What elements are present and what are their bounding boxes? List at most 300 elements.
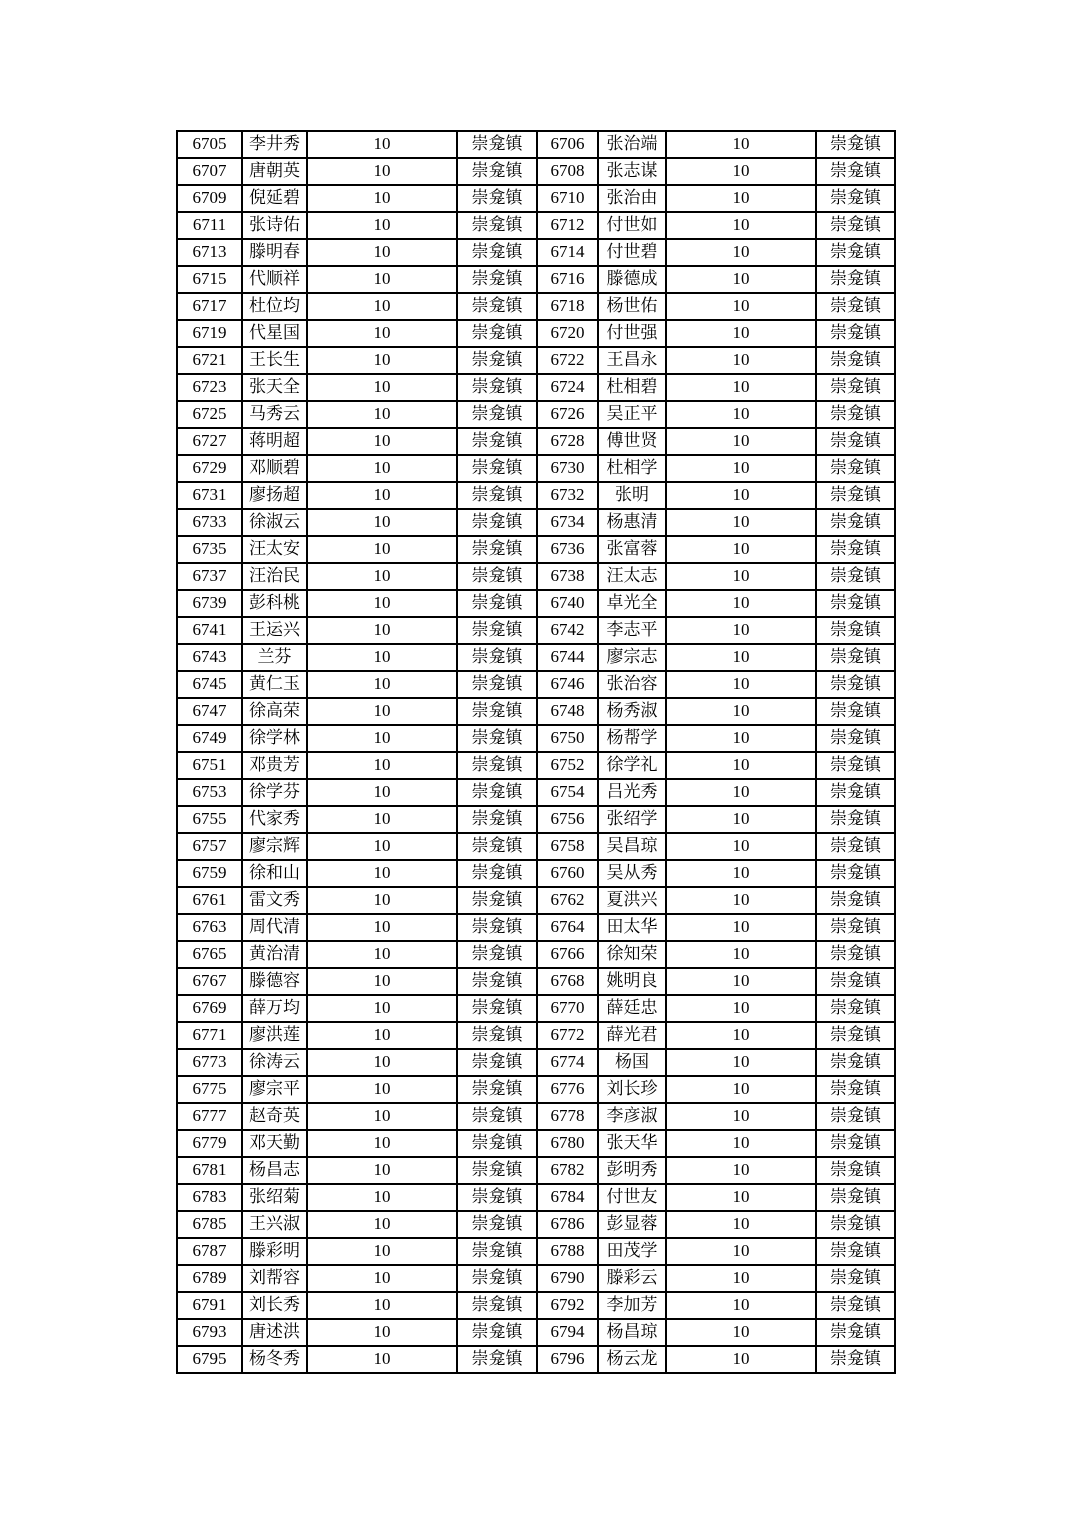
amount-cell: 10 bbox=[666, 1238, 816, 1265]
amount-cell: 10 bbox=[666, 293, 816, 320]
serial-cell: 6787 bbox=[177, 1238, 242, 1265]
name-cell: 卓光全 bbox=[598, 590, 666, 617]
town-cell: 崇龛镇 bbox=[457, 1211, 537, 1238]
amount-cell: 10 bbox=[307, 266, 457, 293]
town-cell: 崇龛镇 bbox=[457, 725, 537, 752]
amount-cell: 10 bbox=[307, 1076, 457, 1103]
amount-cell: 10 bbox=[666, 266, 816, 293]
amount-cell: 10 bbox=[307, 914, 457, 941]
town-cell: 崇龛镇 bbox=[457, 536, 537, 563]
table-row bbox=[177, 1238, 895, 1265]
amount-cell: 10 bbox=[666, 455, 816, 482]
serial-cell: 6755 bbox=[177, 806, 242, 833]
town-cell: 崇龛镇 bbox=[816, 131, 895, 158]
serial-cell: 6757 bbox=[177, 833, 242, 860]
town-cell: 崇龛镇 bbox=[457, 482, 537, 509]
serial-cell: 6737 bbox=[177, 563, 242, 590]
serial-cell: 6722 bbox=[537, 347, 598, 374]
table-row bbox=[177, 509, 895, 536]
town-cell: 崇龛镇 bbox=[816, 887, 895, 914]
table-row bbox=[177, 401, 895, 428]
name-cell: 薛万均 bbox=[242, 995, 307, 1022]
name-cell: 吴昌琼 bbox=[598, 833, 666, 860]
name-cell: 杨昌琼 bbox=[598, 1319, 666, 1346]
table-row bbox=[177, 266, 895, 293]
name-cell: 吕光秀 bbox=[598, 779, 666, 806]
town-cell: 崇龛镇 bbox=[816, 1157, 895, 1184]
serial-cell: 6729 bbox=[177, 455, 242, 482]
amount-cell: 10 bbox=[307, 860, 457, 887]
serial-cell: 6716 bbox=[537, 266, 598, 293]
name-cell: 滕德容 bbox=[242, 968, 307, 995]
table-row bbox=[177, 1130, 895, 1157]
serial-cell: 6745 bbox=[177, 671, 242, 698]
town-cell: 崇龛镇 bbox=[457, 563, 537, 590]
name-cell: 廖宗辉 bbox=[242, 833, 307, 860]
town-cell: 崇龛镇 bbox=[816, 617, 895, 644]
town-cell: 崇龛镇 bbox=[816, 698, 895, 725]
serial-cell: 6778 bbox=[537, 1103, 598, 1130]
amount-cell: 10 bbox=[666, 617, 816, 644]
town-cell: 崇龛镇 bbox=[457, 1049, 537, 1076]
amount-cell: 10 bbox=[307, 995, 457, 1022]
town-cell: 崇龛镇 bbox=[816, 1049, 895, 1076]
serial-cell: 6721 bbox=[177, 347, 242, 374]
town-cell: 崇龛镇 bbox=[816, 671, 895, 698]
town-cell: 崇龛镇 bbox=[457, 1265, 537, 1292]
town-cell: 崇龛镇 bbox=[457, 320, 537, 347]
name-cell: 邓天勤 bbox=[242, 1130, 307, 1157]
serial-cell: 6761 bbox=[177, 887, 242, 914]
town-cell: 崇龛镇 bbox=[457, 1130, 537, 1157]
amount-cell: 10 bbox=[666, 752, 816, 779]
amount-cell: 10 bbox=[666, 968, 816, 995]
name-cell: 黄治清 bbox=[242, 941, 307, 968]
town-cell: 崇龛镇 bbox=[457, 671, 537, 698]
name-cell: 张志谋 bbox=[598, 158, 666, 185]
town-cell: 崇龛镇 bbox=[457, 158, 537, 185]
amount-cell: 10 bbox=[307, 536, 457, 563]
serial-cell: 6707 bbox=[177, 158, 242, 185]
table-row bbox=[177, 833, 895, 860]
table-row bbox=[177, 1022, 895, 1049]
table-row bbox=[177, 536, 895, 563]
serial-cell: 6741 bbox=[177, 617, 242, 644]
table-row bbox=[177, 806, 895, 833]
table-row bbox=[177, 131, 895, 158]
name-cell: 付世强 bbox=[598, 320, 666, 347]
town-cell: 崇龛镇 bbox=[457, 428, 537, 455]
serial-cell: 6728 bbox=[537, 428, 598, 455]
name-cell: 唐述洪 bbox=[242, 1319, 307, 1346]
amount-cell: 10 bbox=[666, 482, 816, 509]
amount-cell: 10 bbox=[666, 1022, 816, 1049]
serial-cell: 6794 bbox=[537, 1319, 598, 1346]
town-cell: 崇龛镇 bbox=[816, 941, 895, 968]
name-cell: 薛廷忠 bbox=[598, 995, 666, 1022]
serial-cell: 6776 bbox=[537, 1076, 598, 1103]
name-cell: 代家秀 bbox=[242, 806, 307, 833]
amount-cell: 10 bbox=[307, 1049, 457, 1076]
town-cell: 崇龛镇 bbox=[457, 374, 537, 401]
town-cell: 崇龛镇 bbox=[816, 401, 895, 428]
town-cell: 崇龛镇 bbox=[816, 995, 895, 1022]
name-cell: 杜位均 bbox=[242, 293, 307, 320]
serial-cell: 6706 bbox=[537, 131, 598, 158]
amount-cell: 10 bbox=[307, 1292, 457, 1319]
table-row bbox=[177, 1076, 895, 1103]
amount-cell: 10 bbox=[666, 698, 816, 725]
name-cell: 吴从秀 bbox=[598, 860, 666, 887]
serial-cell: 6763 bbox=[177, 914, 242, 941]
amount-cell: 10 bbox=[307, 1103, 457, 1130]
name-cell: 张治端 bbox=[598, 131, 666, 158]
name-cell: 李彦淑 bbox=[598, 1103, 666, 1130]
serial-cell: 6775 bbox=[177, 1076, 242, 1103]
amount-cell: 10 bbox=[666, 212, 816, 239]
name-cell: 徐学林 bbox=[242, 725, 307, 752]
town-cell: 崇龛镇 bbox=[816, 1076, 895, 1103]
town-cell: 崇龛镇 bbox=[457, 779, 537, 806]
serial-cell: 6714 bbox=[537, 239, 598, 266]
table-row bbox=[177, 725, 895, 752]
name-cell: 徐和山 bbox=[242, 860, 307, 887]
amount-cell: 10 bbox=[666, 914, 816, 941]
serial-cell: 6771 bbox=[177, 1022, 242, 1049]
serial-cell: 6786 bbox=[537, 1211, 598, 1238]
name-cell: 夏洪兴 bbox=[598, 887, 666, 914]
town-cell: 崇龛镇 bbox=[816, 968, 895, 995]
name-cell: 付世如 bbox=[598, 212, 666, 239]
town-cell: 崇龛镇 bbox=[816, 914, 895, 941]
serial-cell: 6720 bbox=[537, 320, 598, 347]
amount-cell: 10 bbox=[307, 833, 457, 860]
amount-cell: 10 bbox=[307, 617, 457, 644]
name-cell: 张明 bbox=[598, 482, 666, 509]
serial-cell: 6749 bbox=[177, 725, 242, 752]
table-row bbox=[177, 1319, 895, 1346]
town-cell: 崇龛镇 bbox=[816, 725, 895, 752]
town-cell: 崇龛镇 bbox=[816, 212, 895, 239]
town-cell: 崇龛镇 bbox=[816, 1319, 895, 1346]
town-cell: 崇龛镇 bbox=[457, 1238, 537, 1265]
amount-cell: 10 bbox=[666, 158, 816, 185]
amount-cell: 10 bbox=[307, 401, 457, 428]
amount-cell: 10 bbox=[307, 455, 457, 482]
serial-cell: 6759 bbox=[177, 860, 242, 887]
amount-cell: 10 bbox=[666, 941, 816, 968]
amount-cell: 10 bbox=[307, 1319, 457, 1346]
name-cell: 徐淑云 bbox=[242, 509, 307, 536]
serial-cell: 6739 bbox=[177, 590, 242, 617]
table-row bbox=[177, 293, 895, 320]
name-cell: 廖宗志 bbox=[598, 644, 666, 671]
town-cell: 崇龛镇 bbox=[457, 1103, 537, 1130]
name-cell: 滕德成 bbox=[598, 266, 666, 293]
town-cell: 崇龛镇 bbox=[457, 806, 537, 833]
name-cell: 徐学芬 bbox=[242, 779, 307, 806]
town-cell: 崇龛镇 bbox=[816, 833, 895, 860]
town-cell: 崇龛镇 bbox=[457, 887, 537, 914]
town-cell: 崇龛镇 bbox=[457, 860, 537, 887]
table-row bbox=[177, 1103, 895, 1130]
table-row bbox=[177, 185, 895, 212]
name-cell: 刘长秀 bbox=[242, 1292, 307, 1319]
name-cell: 徐高荣 bbox=[242, 698, 307, 725]
amount-cell: 10 bbox=[666, 1184, 816, 1211]
name-cell: 张天华 bbox=[598, 1130, 666, 1157]
serial-cell: 6708 bbox=[537, 158, 598, 185]
amount-cell: 10 bbox=[666, 1319, 816, 1346]
table-row bbox=[177, 887, 895, 914]
table-row bbox=[177, 1184, 895, 1211]
name-cell: 徐学礼 bbox=[598, 752, 666, 779]
serial-cell: 6730 bbox=[537, 455, 598, 482]
serial-cell: 6758 bbox=[537, 833, 598, 860]
serial-cell: 6796 bbox=[537, 1346, 598, 1373]
amount-cell: 10 bbox=[666, 671, 816, 698]
name-cell: 倪延碧 bbox=[242, 185, 307, 212]
name-cell: 付世友 bbox=[598, 1184, 666, 1211]
amount-cell: 10 bbox=[307, 968, 457, 995]
serial-cell: 6733 bbox=[177, 509, 242, 536]
table-row bbox=[177, 1292, 895, 1319]
table-row bbox=[177, 995, 895, 1022]
serial-cell: 6777 bbox=[177, 1103, 242, 1130]
serial-cell: 6744 bbox=[537, 644, 598, 671]
name-cell: 滕明春 bbox=[242, 239, 307, 266]
amount-cell: 10 bbox=[666, 806, 816, 833]
serial-cell: 6764 bbox=[537, 914, 598, 941]
serial-cell: 6723 bbox=[177, 374, 242, 401]
name-cell: 徐知荣 bbox=[598, 941, 666, 968]
town-cell: 崇龛镇 bbox=[816, 644, 895, 671]
serial-cell: 6769 bbox=[177, 995, 242, 1022]
serial-cell: 6752 bbox=[537, 752, 598, 779]
town-cell: 崇龛镇 bbox=[816, 590, 895, 617]
town-cell: 崇龛镇 bbox=[816, 536, 895, 563]
amount-cell: 10 bbox=[307, 293, 457, 320]
amount-cell: 10 bbox=[666, 185, 816, 212]
town-cell: 崇龛镇 bbox=[457, 212, 537, 239]
serial-cell: 6738 bbox=[537, 563, 598, 590]
amount-cell: 10 bbox=[666, 860, 816, 887]
amount-cell: 10 bbox=[666, 779, 816, 806]
town-cell: 崇龛镇 bbox=[816, 779, 895, 806]
amount-cell: 10 bbox=[307, 1211, 457, 1238]
amount-cell: 10 bbox=[307, 1184, 457, 1211]
table-row bbox=[177, 1346, 895, 1373]
name-cell: 杨冬秀 bbox=[242, 1346, 307, 1373]
serial-cell: 6734 bbox=[537, 509, 598, 536]
serial-cell: 6772 bbox=[537, 1022, 598, 1049]
town-cell: 崇龛镇 bbox=[457, 914, 537, 941]
amount-cell: 10 bbox=[307, 131, 457, 158]
serial-cell: 6795 bbox=[177, 1346, 242, 1373]
table-row bbox=[177, 158, 895, 185]
serial-cell: 6748 bbox=[537, 698, 598, 725]
serial-cell: 6735 bbox=[177, 536, 242, 563]
amount-cell: 10 bbox=[307, 806, 457, 833]
name-cell: 汪太志 bbox=[598, 563, 666, 590]
table-row bbox=[177, 752, 895, 779]
name-cell: 张诗佑 bbox=[242, 212, 307, 239]
amount-cell: 10 bbox=[307, 644, 457, 671]
amount-cell: 10 bbox=[307, 887, 457, 914]
name-cell: 滕彩明 bbox=[242, 1238, 307, 1265]
name-cell: 李井秀 bbox=[242, 131, 307, 158]
name-cell: 刘帮容 bbox=[242, 1265, 307, 1292]
town-cell: 崇龛镇 bbox=[816, 1346, 895, 1373]
amount-cell: 10 bbox=[307, 1265, 457, 1292]
town-cell: 崇龛镇 bbox=[457, 1076, 537, 1103]
amount-cell: 10 bbox=[307, 1022, 457, 1049]
table-row bbox=[177, 374, 895, 401]
town-cell: 崇龛镇 bbox=[816, 1022, 895, 1049]
name-cell: 滕彩云 bbox=[598, 1265, 666, 1292]
serial-cell: 6770 bbox=[537, 995, 598, 1022]
amount-cell: 10 bbox=[666, 590, 816, 617]
table-row bbox=[177, 1265, 895, 1292]
serial-cell: 6736 bbox=[537, 536, 598, 563]
town-cell: 崇龛镇 bbox=[457, 995, 537, 1022]
name-cell: 代星国 bbox=[242, 320, 307, 347]
amount-cell: 10 bbox=[307, 239, 457, 266]
name-cell: 徐涛云 bbox=[242, 1049, 307, 1076]
serial-cell: 6711 bbox=[177, 212, 242, 239]
name-cell: 张富蓉 bbox=[598, 536, 666, 563]
serial-cell: 6725 bbox=[177, 401, 242, 428]
serial-cell: 6773 bbox=[177, 1049, 242, 1076]
amount-cell: 10 bbox=[666, 563, 816, 590]
name-cell: 杨帮学 bbox=[598, 725, 666, 752]
amount-cell: 10 bbox=[666, 833, 816, 860]
name-cell: 雷文秀 bbox=[242, 887, 307, 914]
serial-cell: 6718 bbox=[537, 293, 598, 320]
amount-cell: 10 bbox=[307, 563, 457, 590]
town-cell: 崇龛镇 bbox=[816, 563, 895, 590]
name-cell: 李志平 bbox=[598, 617, 666, 644]
name-cell: 汪太安 bbox=[242, 536, 307, 563]
name-cell: 王兴淑 bbox=[242, 1211, 307, 1238]
amount-cell: 10 bbox=[666, 509, 816, 536]
amount-cell: 10 bbox=[307, 1157, 457, 1184]
town-cell: 崇龛镇 bbox=[457, 1184, 537, 1211]
town-cell: 崇龛镇 bbox=[816, 293, 895, 320]
amount-cell: 10 bbox=[666, 374, 816, 401]
amount-cell: 10 bbox=[307, 752, 457, 779]
serial-cell: 6713 bbox=[177, 239, 242, 266]
serial-cell: 6740 bbox=[537, 590, 598, 617]
serial-cell: 6788 bbox=[537, 1238, 598, 1265]
town-cell: 崇龛镇 bbox=[816, 1265, 895, 1292]
serial-cell: 6715 bbox=[177, 266, 242, 293]
serial-cell: 6792 bbox=[537, 1292, 598, 1319]
serial-cell: 6790 bbox=[537, 1265, 598, 1292]
name-cell: 田茂学 bbox=[598, 1238, 666, 1265]
town-cell: 崇龛镇 bbox=[457, 185, 537, 212]
table-row bbox=[177, 860, 895, 887]
serial-cell: 6747 bbox=[177, 698, 242, 725]
serial-cell: 6751 bbox=[177, 752, 242, 779]
town-cell: 崇龛镇 bbox=[816, 806, 895, 833]
name-cell: 薛光君 bbox=[598, 1022, 666, 1049]
town-cell: 崇龛镇 bbox=[816, 320, 895, 347]
table-row bbox=[177, 563, 895, 590]
serial-cell: 6768 bbox=[537, 968, 598, 995]
amount-cell: 10 bbox=[666, 1292, 816, 1319]
serial-cell: 6779 bbox=[177, 1130, 242, 1157]
name-cell: 张绍菊 bbox=[242, 1184, 307, 1211]
table-row bbox=[177, 1049, 895, 1076]
town-cell: 崇龛镇 bbox=[457, 1157, 537, 1184]
name-cell: 张天全 bbox=[242, 374, 307, 401]
town-cell: 崇龛镇 bbox=[457, 266, 537, 293]
name-cell: 杨昌志 bbox=[242, 1157, 307, 1184]
serial-cell: 6782 bbox=[537, 1157, 598, 1184]
serial-cell: 6746 bbox=[537, 671, 598, 698]
serial-cell: 6756 bbox=[537, 806, 598, 833]
table-row bbox=[177, 617, 895, 644]
serial-cell: 6731 bbox=[177, 482, 242, 509]
amount-cell: 10 bbox=[666, 1130, 816, 1157]
name-cell: 邓贵芳 bbox=[242, 752, 307, 779]
serial-cell: 6710 bbox=[537, 185, 598, 212]
table-row bbox=[177, 590, 895, 617]
name-cell: 杨秀淑 bbox=[598, 698, 666, 725]
name-cell: 傅世贤 bbox=[598, 428, 666, 455]
serial-cell: 6762 bbox=[537, 887, 598, 914]
table-row bbox=[177, 347, 895, 374]
name-cell: 彭显蓉 bbox=[598, 1211, 666, 1238]
serial-cell: 6789 bbox=[177, 1265, 242, 1292]
amount-cell: 10 bbox=[666, 887, 816, 914]
town-cell: 崇龛镇 bbox=[457, 833, 537, 860]
amount-cell: 10 bbox=[666, 131, 816, 158]
table-row bbox=[177, 482, 895, 509]
town-cell: 崇龛镇 bbox=[457, 1346, 537, 1373]
amount-cell: 10 bbox=[307, 590, 457, 617]
roster-table-body bbox=[177, 131, 895, 1373]
serial-cell: 6750 bbox=[537, 725, 598, 752]
town-cell: 崇龛镇 bbox=[457, 509, 537, 536]
table-row bbox=[177, 941, 895, 968]
serial-cell: 6781 bbox=[177, 1157, 242, 1184]
town-cell: 崇龛镇 bbox=[457, 293, 537, 320]
amount-cell: 10 bbox=[666, 1265, 816, 1292]
amount-cell: 10 bbox=[307, 1346, 457, 1373]
town-cell: 崇龛镇 bbox=[816, 1130, 895, 1157]
name-cell: 彭明秀 bbox=[598, 1157, 666, 1184]
town-cell: 崇龛镇 bbox=[816, 158, 895, 185]
amount-cell: 10 bbox=[307, 1238, 457, 1265]
town-cell: 崇龛镇 bbox=[457, 131, 537, 158]
name-cell: 李加芳 bbox=[598, 1292, 666, 1319]
serial-cell: 6784 bbox=[537, 1184, 598, 1211]
name-cell: 杨惠清 bbox=[598, 509, 666, 536]
name-cell: 廖洪莲 bbox=[242, 1022, 307, 1049]
serial-cell: 6780 bbox=[537, 1130, 598, 1157]
serial-cell: 6766 bbox=[537, 941, 598, 968]
town-cell: 崇龛镇 bbox=[816, 1238, 895, 1265]
serial-cell: 6783 bbox=[177, 1184, 242, 1211]
town-cell: 崇龛镇 bbox=[457, 941, 537, 968]
town-cell: 崇龛镇 bbox=[816, 1211, 895, 1238]
name-cell: 杜相学 bbox=[598, 455, 666, 482]
amount-cell: 10 bbox=[666, 239, 816, 266]
name-cell: 姚明良 bbox=[598, 968, 666, 995]
town-cell: 崇龛镇 bbox=[816, 374, 895, 401]
